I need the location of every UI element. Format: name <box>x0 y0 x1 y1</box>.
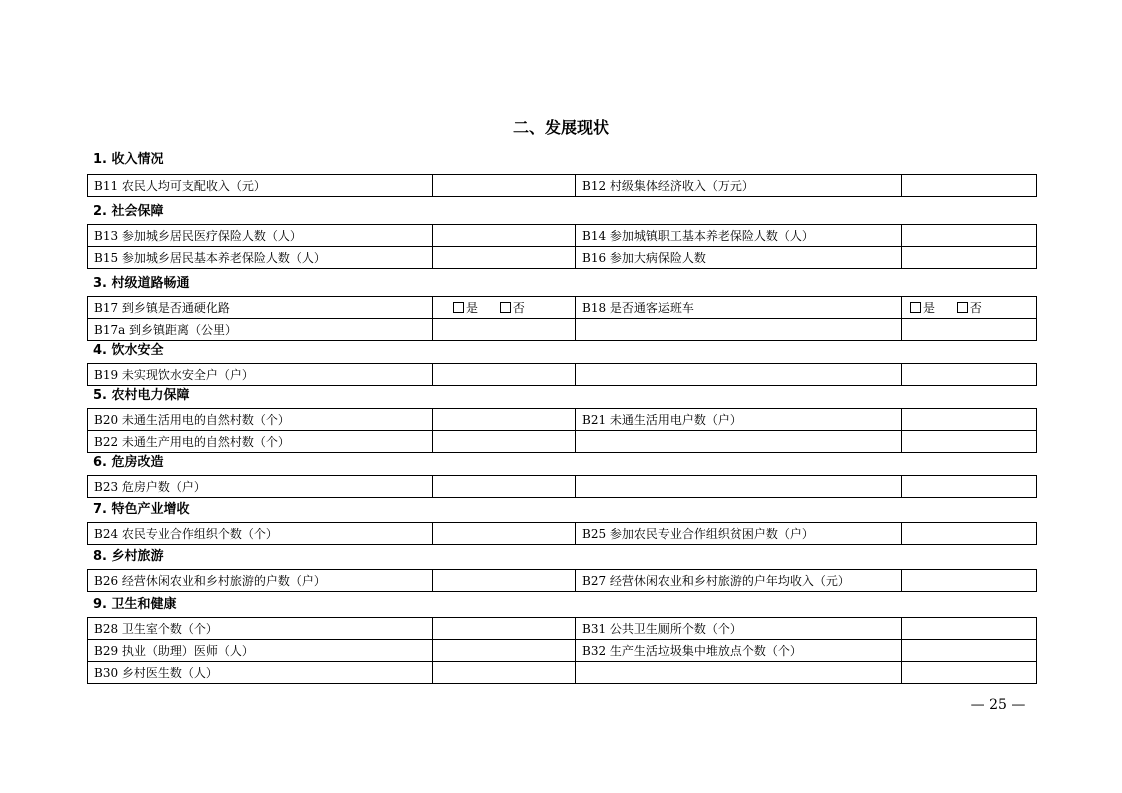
value-cell[interactable] <box>433 662 576 684</box>
table-row <box>88 662 1037 684</box>
item-label <box>576 431 902 453</box>
item-label: B24 农民专业合作组织个数（个） <box>88 523 433 545</box>
housing-table <box>87 475 1037 498</box>
item-label <box>576 662 902 684</box>
section-heading: 8. 乡村旅游 <box>93 549 164 564</box>
item-label: B29 执业（助理）医师（人） <box>88 640 433 662</box>
value-cell[interactable] <box>902 640 1037 662</box>
social-security-table <box>87 224 1037 269</box>
section-heading: 9. 卫生和健康 <box>93 597 177 612</box>
yes-checkbox[interactable]: 是 <box>453 298 478 318</box>
item-label: B22 未通生产用电的自然村数（个） <box>88 431 433 453</box>
section-heading: 4. 饮水安全 <box>93 343 164 358</box>
table-row <box>88 570 1037 592</box>
road-table <box>87 296 1037 341</box>
table-row <box>88 409 1037 431</box>
value-cell[interactable] <box>902 618 1037 640</box>
value-cell[interactable] <box>433 431 576 453</box>
value-cell[interactable] <box>902 662 1037 684</box>
checkbox-icon <box>500 302 511 313</box>
no-checkbox[interactable]: 否 <box>957 298 982 318</box>
value-cell[interactable] <box>433 476 576 498</box>
value-cell[interactable] <box>433 570 576 592</box>
value-cell[interactable] <box>433 225 576 247</box>
water-table <box>87 363 1037 386</box>
value-cell[interactable] <box>433 640 576 662</box>
item-label: B26 经营休闲农业和乡村旅游的户数（户） <box>88 570 433 592</box>
value-cell[interactable] <box>433 523 576 545</box>
value-cell[interactable] <box>433 618 576 640</box>
checkbox-icon <box>453 302 464 313</box>
item-label <box>576 319 902 341</box>
yes-no-cell <box>902 297 1037 319</box>
item-label: B20 未通生活用电的自然村数（个） <box>88 409 433 431</box>
value-cell[interactable] <box>902 431 1037 453</box>
table-row <box>88 297 1037 319</box>
item-label: B28 卫生室个数（个） <box>88 618 433 640</box>
section-heading: 3. 村级道路畅通 <box>93 276 190 291</box>
table-row <box>88 640 1037 662</box>
table-row <box>88 523 1037 545</box>
item-label: B13 参加城乡居民医疗保险人数（人） <box>88 225 433 247</box>
value-cell[interactable] <box>433 319 576 341</box>
section-heading: 2. 社会保障 <box>93 204 164 219</box>
table-row <box>88 618 1037 640</box>
item-label <box>576 364 902 386</box>
value-cell[interactable] <box>902 247 1037 269</box>
item-label: B16 参加大病保险人数 <box>576 247 902 269</box>
item-label: B31 公共卫生厕所个数（个） <box>576 618 902 640</box>
value-cell[interactable] <box>902 319 1037 341</box>
power-table <box>87 408 1037 453</box>
checkbox-icon <box>957 302 968 313</box>
table-row <box>88 247 1037 269</box>
value-cell[interactable] <box>902 225 1037 247</box>
no-checkbox[interactable]: 否 <box>500 298 525 318</box>
item-label: B18 是否通客运班车 <box>576 297 902 319</box>
checkbox-icon <box>910 302 921 313</box>
industry-table <box>87 522 1037 545</box>
table-row <box>88 476 1037 498</box>
item-label: B17 到乡镇是否通硬化路 <box>88 297 433 319</box>
value-cell[interactable] <box>902 175 1037 197</box>
health-table <box>87 617 1037 684</box>
item-label: B25 参加农民专业合作组织贫困户数（户） <box>576 523 902 545</box>
section-heading: 6. 危房改造 <box>93 455 164 470</box>
item-label: B30 乡村医生数（人） <box>88 662 433 684</box>
value-cell[interactable] <box>433 409 576 431</box>
item-label: B17a 到乡镇距离（公里） <box>88 319 433 341</box>
value-cell[interactable] <box>902 570 1037 592</box>
item-label <box>576 476 902 498</box>
value-cell[interactable] <box>902 364 1037 386</box>
item-label: B32 生产生活垃圾集中堆放点个数（个） <box>576 640 902 662</box>
section-heading: 7. 特色产业增收 <box>93 502 190 517</box>
tourism-table <box>87 569 1037 592</box>
table-row <box>88 319 1037 341</box>
item-label: B15 参加城乡居民基本养老保险人数（人） <box>88 247 433 269</box>
item-label: B27 经营休闲农业和乡村旅游的户年均收入（元） <box>576 570 902 592</box>
value-cell[interactable] <box>902 523 1037 545</box>
section-heading: 1. 收入情况 <box>93 152 164 167</box>
item-label: B21 未通生活用电户数（户） <box>576 409 902 431</box>
value-cell[interactable] <box>433 247 576 269</box>
value-cell[interactable] <box>902 476 1037 498</box>
page-number: — 25 — <box>970 697 1026 713</box>
item-label: B12 村级集体经济收入（万元） <box>576 175 902 197</box>
page-title: 二、发展现状 <box>512 118 609 137</box>
table-row <box>88 364 1037 386</box>
value-cell[interactable] <box>902 409 1037 431</box>
item-label: B23 危房户数（户） <box>88 476 433 498</box>
value-cell[interactable] <box>433 175 576 197</box>
table-row <box>88 431 1037 453</box>
item-label: B19 未实现饮水安全户（户） <box>88 364 433 386</box>
table-row <box>88 175 1037 197</box>
yes-checkbox[interactable]: 是 <box>910 298 935 318</box>
item-label: B14 参加城镇职工基本养老保险人数（人） <box>576 225 902 247</box>
yes-no-cell <box>433 297 576 319</box>
income-table <box>87 174 1037 197</box>
value-cell[interactable] <box>433 364 576 386</box>
item-label: B11 农民人均可支配收入（元） <box>88 175 433 197</box>
section-heading: 5. 农村电力保障 <box>93 388 190 403</box>
table-row <box>88 225 1037 247</box>
